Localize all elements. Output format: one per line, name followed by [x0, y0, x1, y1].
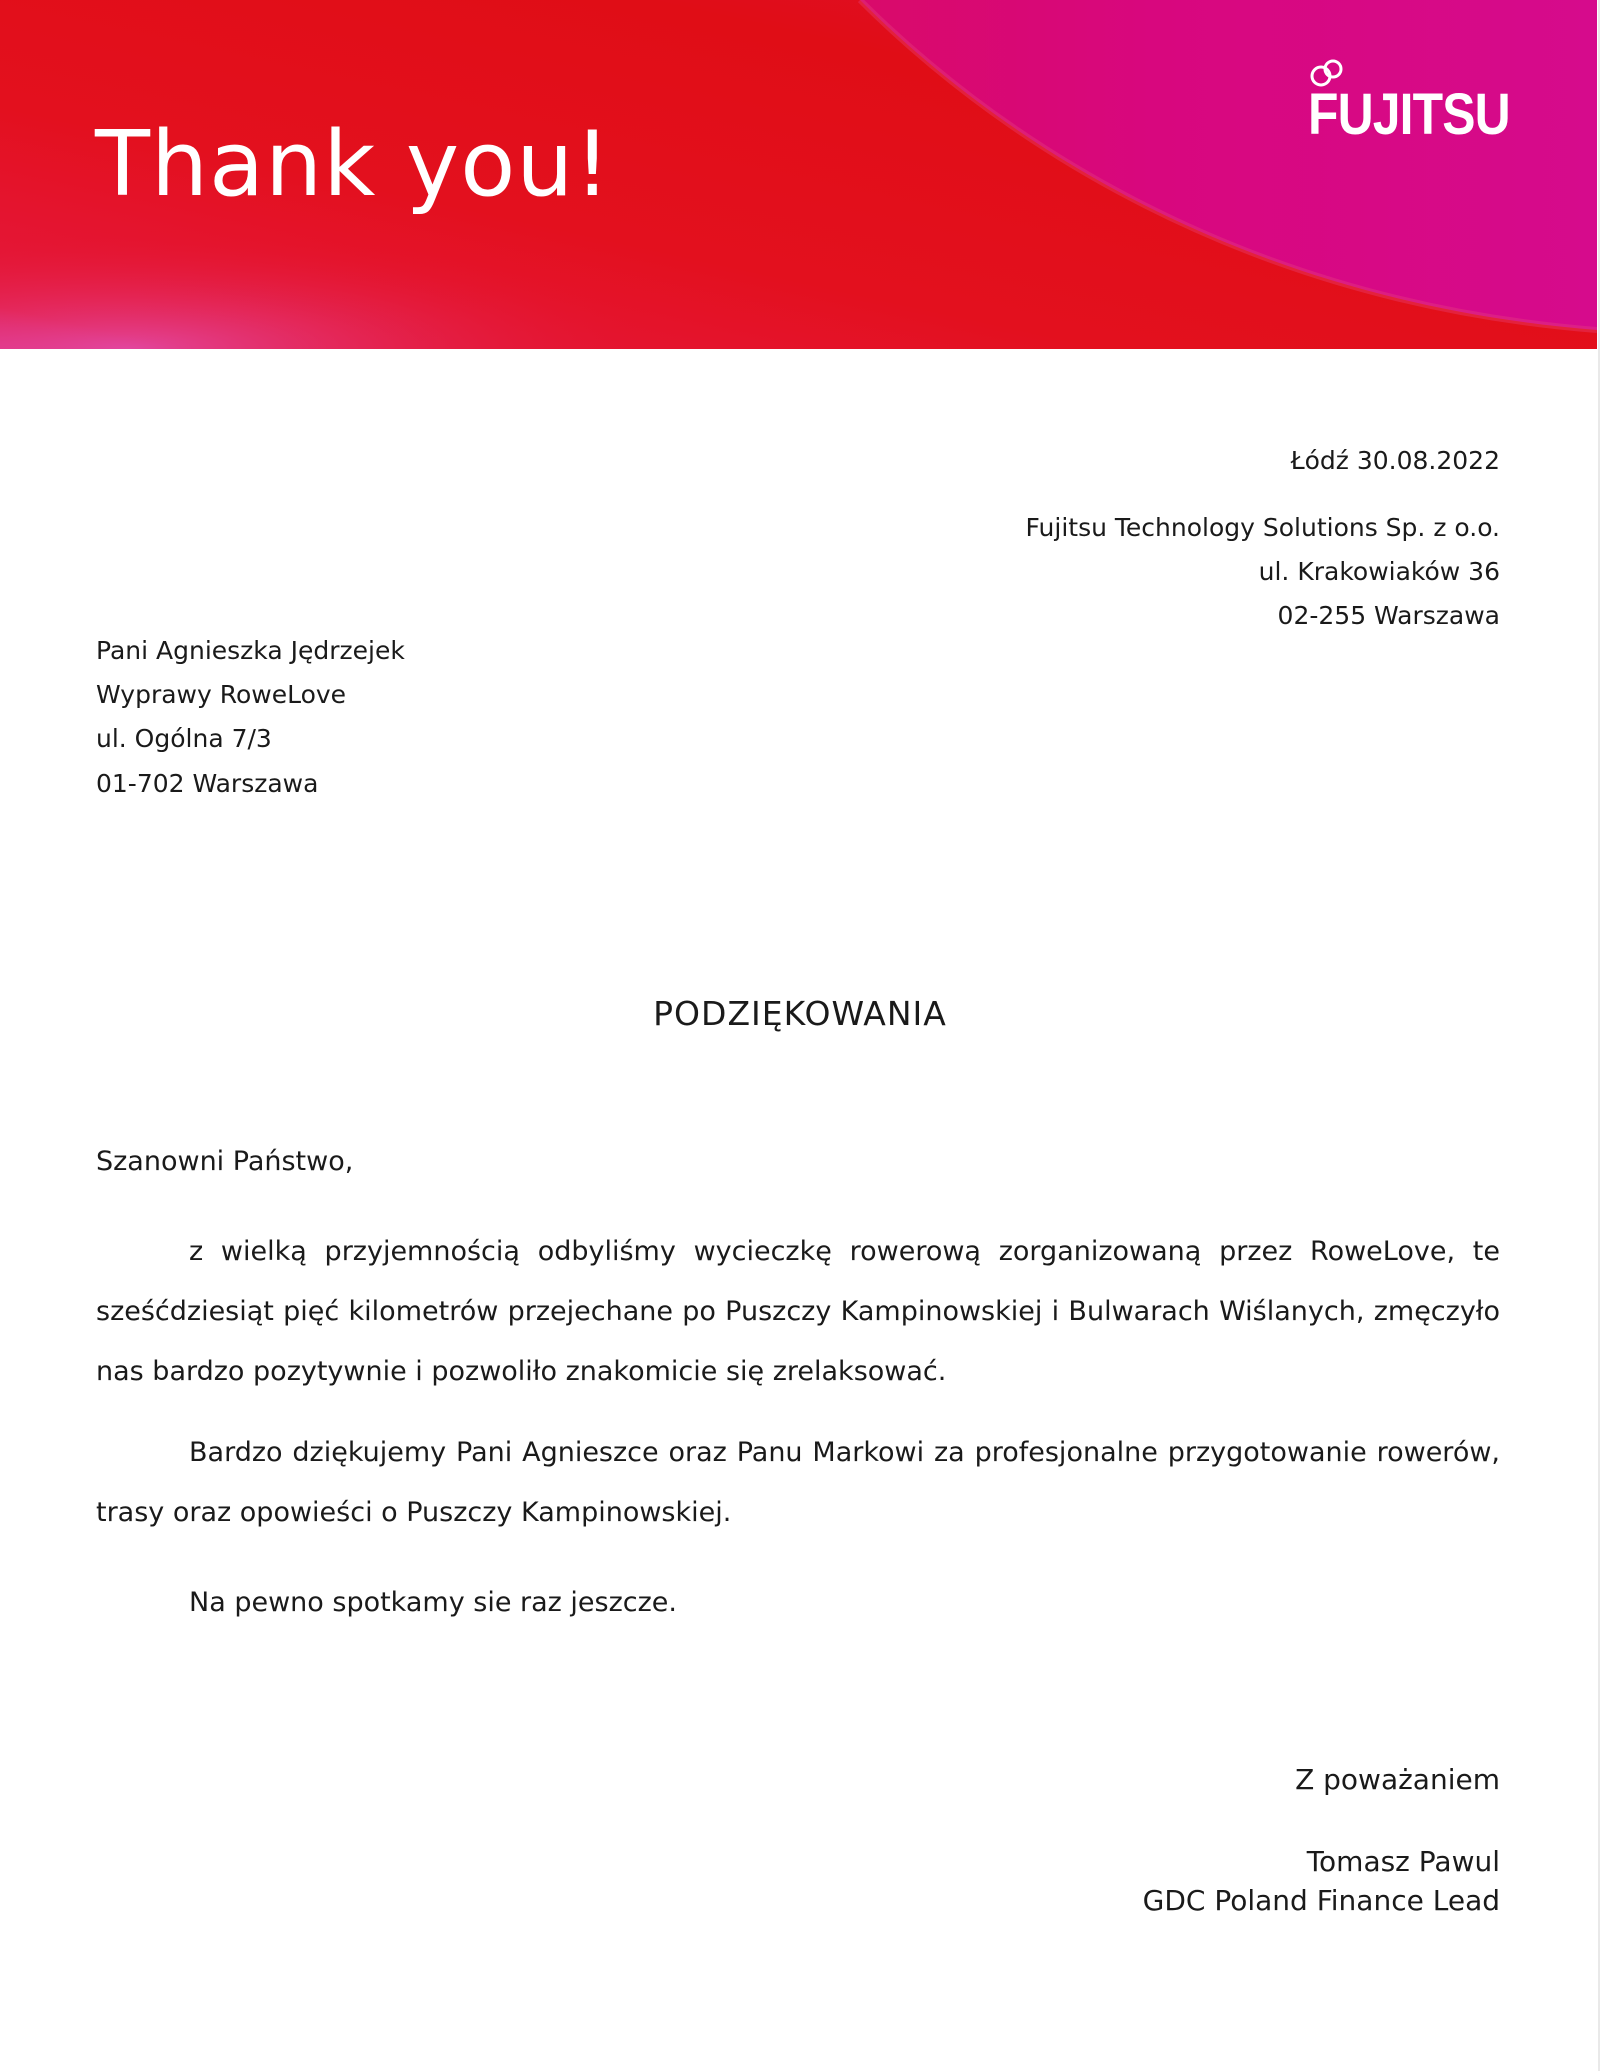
recipient-city: 01-702 Warszawa [96, 769, 319, 798]
closing: Z poważaniem [1295, 1763, 1500, 1796]
logo-text: FUJITSU [1308, 82, 1510, 147]
fujitsu-logo [1308, 58, 1510, 163]
salutation: Szanowni Państwo, [96, 1146, 354, 1177]
recipient-name: Pani Agnieszka Jędrzejek [96, 636, 405, 665]
banner-title: Thank you! [95, 112, 612, 217]
letter-date: Łódź 30.08.2022 [1290, 446, 1500, 475]
body-paragraph-2: Bardzo dziękujemy Pani Agnieszce oraz Panu Markowi za profesjonalne przygotowanie rowerów, trasy oraz opowieści o Puszczy Kampinowskiej. [96, 1437, 1500, 1528]
signature-name: Tomasz Pawul [1306, 1845, 1500, 1878]
recipient-street: ul. Ogólna 7/3 [96, 724, 272, 753]
header-banner [0, 0, 1597, 349]
signature-title: GDC Poland Finance Lead [1142, 1884, 1500, 1917]
letter-heading: PODZIĘKOWANIA [653, 994, 947, 1033]
body-paragraph-3: Na pewno spotkamy sie raz jeszcze. [189, 1587, 677, 1618]
body-paragraph-1: z wielką przyjemnością odbyliśmy wycieczkę rowerową zorganizowaną przez RoweLove, te sześćdziesiąt pięć kilometrów przejechane po Puszczy Kampinowskiej i Bulwarach Wiślanych, zmęczyło nas bardzo pozytywnie i pozwoliło znakomicie się zrelaksować. [96, 1236, 1500, 1387]
sender-company: Fujitsu Technology Solutions Sp. z o.o. [1025, 513, 1500, 542]
sender-city: 02-255 Warszawa [1277, 601, 1500, 630]
sender-street: ul. Krakowiaków 36 [1258, 557, 1500, 586]
recipient-company: Wyprawy RoweLove [96, 680, 347, 709]
